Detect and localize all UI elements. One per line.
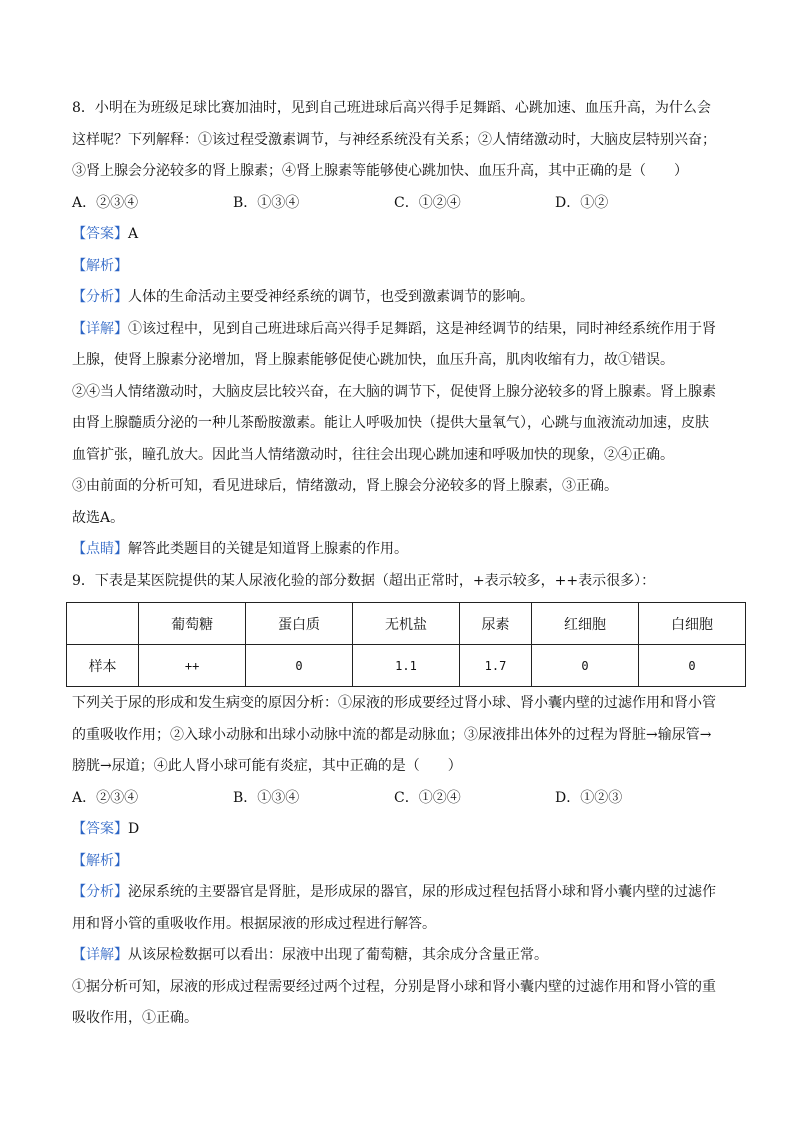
- q9-options: [72, 788, 732, 809]
- q9-fenxi-second: 用和肾小管的重吸收作用。根据尿液的形成过程进行解答。: [72, 915, 436, 932]
- q8-dianjing: [72, 539, 732, 560]
- table-header-cell: 蛋白质: [246, 603, 353, 645]
- q9-xiangjie-label: 【详解】: [72, 947, 128, 963]
- q8-xiangjie-first: ①该过程中，见到自己班进球后高兴得手足舞蹈，这是神经调节的结果，同时神经系统作用于肾: [128, 320, 716, 337]
- table-cell: 1.1: [353, 645, 460, 687]
- urine-test-table: [66, 602, 746, 687]
- q9-xiangjie-line-2: 吸收作用，①正确。: [72, 1010, 198, 1026]
- q8-xiangjie-line-4: 血管扩张，瞳孔放大。因此当人情绪激动时，往往会出现心跳加速和呼吸加快的现象，②④正确。: [72, 446, 674, 463]
- q9-option-a: A．②③④: [72, 789, 139, 806]
- q8-dianjing-text: 解答此类题目的关键是知道肾上腺素的作用。: [128, 541, 408, 557]
- q9-line-3: 膀胱→尿道；④此人肾小球可能有炎症，其中正确的是（ ）: [72, 758, 462, 774]
- q9-option-b: B．①③④: [233, 789, 300, 806]
- q8-option-a: A．②③④: [72, 194, 139, 211]
- q8-fenxi-label: 【分析】: [72, 289, 128, 305]
- q8-answer-label: 【答案】: [72, 226, 128, 242]
- table-cell: ++: [139, 645, 246, 687]
- document-page: [72, 98, 732, 1040]
- q8-options: [72, 193, 732, 214]
- q8-fenxi-text: 人体的生命活动主要受神经系统的调节，也受到激素调节的影响。: [128, 289, 534, 305]
- q8-xiangjie-line-1: 上腺，使肾上腺素分泌增加，肾上腺素能够促使心跳加快，血压升高，肌肉收缩有力，故①错误。: [72, 352, 674, 368]
- table-header-cell: 尿素: [459, 603, 531, 645]
- table-header-cell: 红细胞: [532, 603, 639, 645]
- table-cell-sample-label: 样本: [67, 645, 139, 687]
- q8-xiangjie-line-6: 故选A。: [72, 509, 125, 526]
- table-header-cell: 白细胞: [639, 603, 746, 645]
- q8-dianjing-label: 【点睛】: [72, 541, 128, 557]
- q9-fenxi-label: 【分析】: [72, 884, 128, 900]
- table-cell: 0: [639, 645, 746, 687]
- q9-answer: [72, 819, 732, 840]
- q9-line-2: 的重吸收作用；②入球小动脉和出球小动脉中流的都是动脉血；③尿液排出体外的过程为肾脏→输尿管→: [72, 726, 712, 743]
- q8-analysis-label: 【解析】: [72, 257, 128, 274]
- q8-option-c: C．①②④: [394, 194, 461, 211]
- q8-fenxi: [72, 287, 732, 308]
- q9-analysis-label: 【解析】: [72, 852, 128, 869]
- q8-option-d: D．①②: [555, 194, 609, 211]
- q9-option-d: D．①②③: [555, 789, 623, 806]
- q8-answer-value: A: [128, 226, 139, 242]
- q9-answer-label: 【答案】: [72, 821, 128, 837]
- q8-line-3: ③肾上腺会分泌较多的肾上腺素；④肾上腺素等能够使心跳加快、血压升高，其中正确的是（ ）: [72, 163, 688, 179]
- q8-xiangjie: [72, 319, 732, 340]
- q9-answer-value: D: [128, 821, 140, 837]
- table-cell: 0: [532, 645, 639, 687]
- table-header-cell: 葡萄糖: [139, 603, 246, 645]
- q8-answer: [72, 224, 732, 245]
- q8-xiangjie-line-5: ③由前面的分析可知，看见进球后，情绪激动，肾上腺会分泌较多的肾上腺素，③正确。: [72, 478, 618, 494]
- q9-xiangjie-first: 从该尿检数据可以看出：尿液中出现了葡萄糖，其余成分含量正常。: [128, 947, 548, 963]
- q9-xiangjie: [72, 945, 732, 966]
- q9-xiangjie-line-1: ①据分析可知，尿液的形成过程需要经过两个过程，分别是肾小球和肾小囊内壁的过滤作用和肾小管的重: [72, 978, 716, 995]
- table-header-cell-empty: [67, 603, 139, 645]
- q8-xiangjie-line-2: ②④当人情绪激动时，大脑皮层比较兴奋，在大脑的调节下，促使肾上腺分泌较多的肾上腺素。肾上腺素: [72, 383, 716, 400]
- q8-xiangjie-label: 【详解】: [72, 320, 128, 337]
- table-cell: 1.7: [459, 645, 531, 687]
- q8-line-2: 这样呢？下列解释：①该过程受激素调节，与神经系统没有关系；②人情绪激动时，大脑皮层特别兴奋；: [72, 131, 716, 148]
- table-row: [67, 645, 746, 687]
- q9-intro: 9．下表是某医院提供的某人尿液化验的部分数据（超出正常时，+表示较多，++表示很多）：: [72, 572, 656, 589]
- q8-option-b: B．①③④: [233, 194, 300, 211]
- q8-xiangjie-line-3: 由肾上腺髓质分泌的一种儿茶酚胺激素。能让人呼吸加快（提供大量氧气），心跳与血液流动加速，皮肤: [72, 415, 709, 431]
- q9-fenxi: [72, 882, 732, 903]
- q9-line-1: 下列关于尿的形成和发生病变的原因分析：①尿液的形成要经过肾小球、肾小囊内壁的过滤作用和肾小管: [72, 695, 716, 711]
- q8-line-1: 8．小明在为班级足球比赛加油时，见到自己班进球后高兴得手足舞蹈、心跳加速、血压升高，为什么会: [72, 100, 711, 116]
- table-cell: 0: [246, 645, 353, 687]
- q9-option-c: C．①②④: [394, 789, 461, 806]
- table-header-row: [67, 603, 746, 645]
- q9-fenxi-first: 泌尿系统的主要器官是肾脏，是形成尿的器官，尿的形成过程包括肾小球和肾小囊内壁的过滤作: [128, 884, 716, 900]
- table-header-cell: 无机盐: [353, 603, 460, 645]
